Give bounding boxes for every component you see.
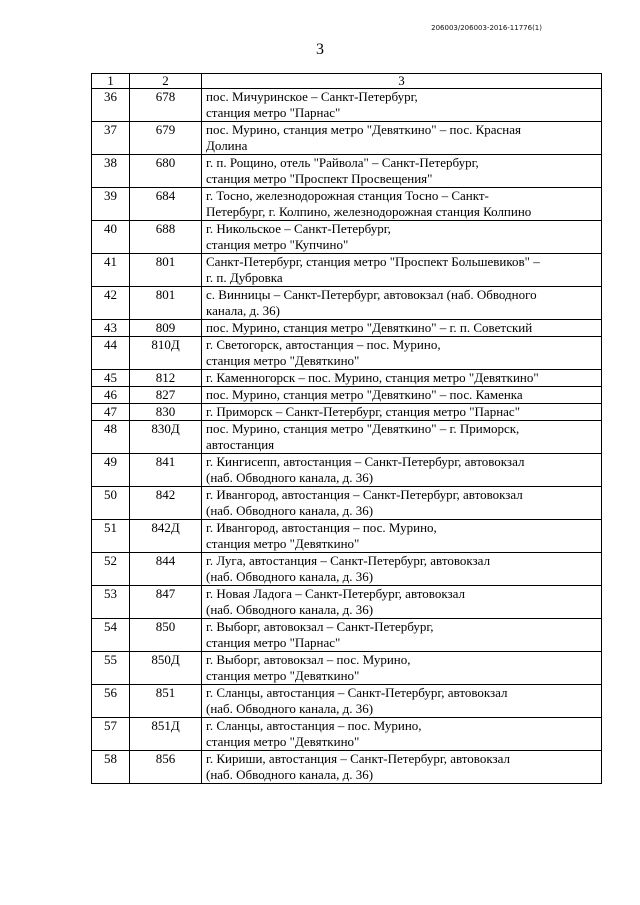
route-description-line: канала, д. 36) bbox=[206, 303, 280, 318]
table-row bbox=[92, 287, 602, 320]
route-description bbox=[202, 652, 602, 685]
route-number: 830 bbox=[130, 404, 202, 421]
table-row bbox=[92, 685, 602, 718]
page-number: 3 bbox=[316, 41, 324, 58]
route-number: 850Д bbox=[130, 652, 202, 685]
route-description bbox=[202, 320, 602, 337]
route-number: 850 bbox=[130, 619, 202, 652]
table-row bbox=[92, 387, 602, 404]
route-description-line: (наб. Обводного канала, д. 36) bbox=[206, 701, 374, 716]
table-row bbox=[92, 337, 602, 370]
route-description bbox=[202, 387, 602, 404]
route-description-line: станция метро "Проспект Просвещения" bbox=[206, 171, 433, 186]
row-number: 47 bbox=[92, 404, 130, 421]
route-description-line: г. Кингисепп, автостанция – Санкт-Петербург, автовокзал bbox=[206, 454, 525, 469]
route-description bbox=[202, 520, 602, 553]
route-description-line: пос. Мурино, станция метро "Девяткино" – пос. Красная bbox=[206, 122, 522, 137]
table-row bbox=[92, 320, 602, 337]
row-number: 45 bbox=[92, 370, 130, 387]
route-description bbox=[202, 89, 602, 122]
route-description bbox=[202, 122, 602, 155]
header-col-3: 3 bbox=[202, 74, 602, 89]
table-row bbox=[92, 487, 602, 520]
route-description-line: автостанция bbox=[206, 437, 275, 452]
row-number: 55 bbox=[92, 652, 130, 685]
table-row bbox=[92, 553, 602, 586]
route-description-line: станция метро "Девяткино" bbox=[206, 353, 360, 368]
route-description-line: г. Кириши, автостанция – Санкт-Петербург, автовокзал bbox=[206, 751, 511, 766]
row-number: 38 bbox=[92, 155, 130, 188]
route-description-line: г. Луга, автостанция – Санкт-Петербург, автовокзал bbox=[206, 553, 491, 568]
route-description bbox=[202, 718, 602, 751]
row-number: 43 bbox=[92, 320, 130, 337]
route-number: 847 bbox=[130, 586, 202, 619]
route-number: 851 bbox=[130, 685, 202, 718]
header-col-2: 2 bbox=[130, 74, 202, 89]
route-number: 809 bbox=[130, 320, 202, 337]
route-description bbox=[202, 751, 602, 784]
route-description bbox=[202, 487, 602, 520]
route-description-line: (наб. Обводного канала, д. 36) bbox=[206, 602, 374, 617]
route-description-line: г. п. Рощино, отель "Райвола" – Санкт-Петербург, bbox=[206, 155, 479, 170]
route-description bbox=[202, 188, 602, 221]
route-description-line: г. Ивангород, автостанция – Санкт-Петербург, автовокзал bbox=[206, 487, 523, 502]
route-description-line: Санкт-Петербург, станция метро "Проспект Большевиков" – bbox=[206, 254, 540, 269]
route-description bbox=[202, 619, 602, 652]
route-description-line: г. Тосно, железнодорожная станция Тосно – Санкт- bbox=[206, 188, 489, 203]
route-description-line: станция метро "Девяткино" bbox=[206, 734, 360, 749]
table-row bbox=[92, 370, 602, 387]
route-description bbox=[202, 553, 602, 586]
route-description-line: г. Каменногорск – пос. Мурино, станция метро "Девяткино" bbox=[206, 370, 539, 385]
route-description-line: г. Никольское – Санкт-Петербург, bbox=[206, 221, 391, 236]
row-number: 58 bbox=[92, 751, 130, 784]
route-description-line: (наб. Обводного канала, д. 36) bbox=[206, 767, 374, 782]
route-description-line: г. Выборг, автовокзал – пос. Мурино, bbox=[206, 652, 411, 667]
row-number: 39 bbox=[92, 188, 130, 221]
route-description-line: станция метро "Девяткино" bbox=[206, 668, 360, 683]
route-description-line: пос. Мичуринское – Санкт-Петербург, bbox=[206, 89, 418, 104]
route-number: 688 bbox=[130, 221, 202, 254]
routes-table bbox=[91, 73, 602, 784]
route-description bbox=[202, 370, 602, 387]
route-number: 844 bbox=[130, 553, 202, 586]
row-number: 49 bbox=[92, 454, 130, 487]
route-description-line: пос. Мурино, станция метро "Девяткино" – г. Приморск, bbox=[206, 421, 520, 436]
route-number: 678 bbox=[130, 89, 202, 122]
table-row bbox=[92, 155, 602, 188]
route-number: 812 bbox=[130, 370, 202, 387]
route-description-line: г. Новая Ладога – Санкт-Петербург, автовокзал bbox=[206, 586, 465, 601]
route-description bbox=[202, 685, 602, 718]
table-row bbox=[92, 751, 602, 784]
row-number: 57 bbox=[92, 718, 130, 751]
table-row bbox=[92, 421, 602, 454]
route-description-line: Долина bbox=[206, 138, 248, 153]
table-row bbox=[92, 122, 602, 155]
table-row bbox=[92, 586, 602, 619]
route-description-line: г. Сланцы, автостанция – пос. Мурино, bbox=[206, 718, 422, 733]
row-number: 44 bbox=[92, 337, 130, 370]
route-description-line: станция метро "Парнас" bbox=[206, 635, 341, 650]
route-description-line: пос. Мурино, станция метро "Девяткино" – г. п. Советский bbox=[206, 320, 533, 335]
row-number: 36 bbox=[92, 89, 130, 122]
route-number: 680 bbox=[130, 155, 202, 188]
route-description-line: (наб. Обводного канала, д. 36) bbox=[206, 470, 374, 485]
row-number: 54 bbox=[92, 619, 130, 652]
row-number: 37 bbox=[92, 122, 130, 155]
route-description bbox=[202, 221, 602, 254]
route-description bbox=[202, 454, 602, 487]
route-number: 851Д bbox=[130, 718, 202, 751]
route-description-line: с. Винницы – Санкт-Петербург, автовокзал (наб. Обводного bbox=[206, 287, 537, 302]
route-number: 684 bbox=[130, 188, 202, 221]
table-row bbox=[92, 89, 602, 122]
table-row bbox=[92, 718, 602, 751]
route-description bbox=[202, 586, 602, 619]
table-row bbox=[92, 454, 602, 487]
route-number: 679 bbox=[130, 122, 202, 155]
route-description-line: г. Сланцы, автостанция – Санкт-Петербург, автовокзал bbox=[206, 685, 508, 700]
table-row bbox=[92, 188, 602, 221]
route-description-line: г. Светогорск, автостанция – пос. Мурино, bbox=[206, 337, 441, 352]
row-number: 42 bbox=[92, 287, 130, 320]
table-row bbox=[92, 652, 602, 685]
row-number: 56 bbox=[92, 685, 130, 718]
row-number: 40 bbox=[92, 221, 130, 254]
route-description-line: Петербург, г. Колпино, железнодорожная станция Колпино bbox=[206, 204, 532, 219]
table-row bbox=[92, 254, 602, 287]
route-number: 830Д bbox=[130, 421, 202, 454]
route-description-line: пос. Мурино, станция метро "Девяткино" – пос. Каменка bbox=[206, 387, 523, 402]
route-number: 841 bbox=[130, 454, 202, 487]
route-number: 827 bbox=[130, 387, 202, 404]
row-number: 52 bbox=[92, 553, 130, 586]
route-description bbox=[202, 337, 602, 370]
route-description bbox=[202, 155, 602, 188]
row-number: 53 bbox=[92, 586, 130, 619]
route-description-line: г. п. Дубровка bbox=[206, 270, 283, 285]
row-number: 41 bbox=[92, 254, 130, 287]
route-description-line: г. Ивангород, автостанция – пос. Мурино, bbox=[206, 520, 437, 535]
row-number: 48 bbox=[92, 421, 130, 454]
route-description-line: станция метро "Купчино" bbox=[206, 237, 349, 252]
route-description bbox=[202, 421, 602, 454]
row-number: 50 bbox=[92, 487, 130, 520]
route-description-line: г. Выборг, автовокзал – Санкт-Петербург, bbox=[206, 619, 434, 634]
route-description bbox=[202, 287, 602, 320]
route-description-line: станция метро "Девяткино" bbox=[206, 536, 360, 551]
route-number: 842 bbox=[130, 487, 202, 520]
route-description bbox=[202, 254, 602, 287]
table-header-row bbox=[92, 74, 602, 89]
row-number: 51 bbox=[92, 520, 130, 553]
route-description-line: (наб. Обводного канала, д. 36) bbox=[206, 569, 374, 584]
route-description-line: станция метро "Парнас" bbox=[206, 105, 341, 120]
table-row bbox=[92, 619, 602, 652]
route-description-line: (наб. Обводного канала, д. 36) bbox=[206, 503, 374, 518]
row-number: 46 bbox=[92, 387, 130, 404]
route-number: 801 bbox=[130, 287, 202, 320]
route-number: 856 bbox=[130, 751, 202, 784]
table-row bbox=[92, 520, 602, 553]
route-number: 842Д bbox=[130, 520, 202, 553]
route-description-line: г. Приморск – Санкт-Петербург, станция метро "Парнас" bbox=[206, 404, 521, 419]
table-row bbox=[92, 221, 602, 254]
table-row bbox=[92, 404, 602, 421]
route-number: 810Д bbox=[130, 337, 202, 370]
header-col-1: 1 bbox=[92, 74, 130, 89]
route-number: 801 bbox=[130, 254, 202, 287]
route-description bbox=[202, 404, 602, 421]
document-id: 206003/206003-2016-11776(1) bbox=[431, 24, 542, 32]
